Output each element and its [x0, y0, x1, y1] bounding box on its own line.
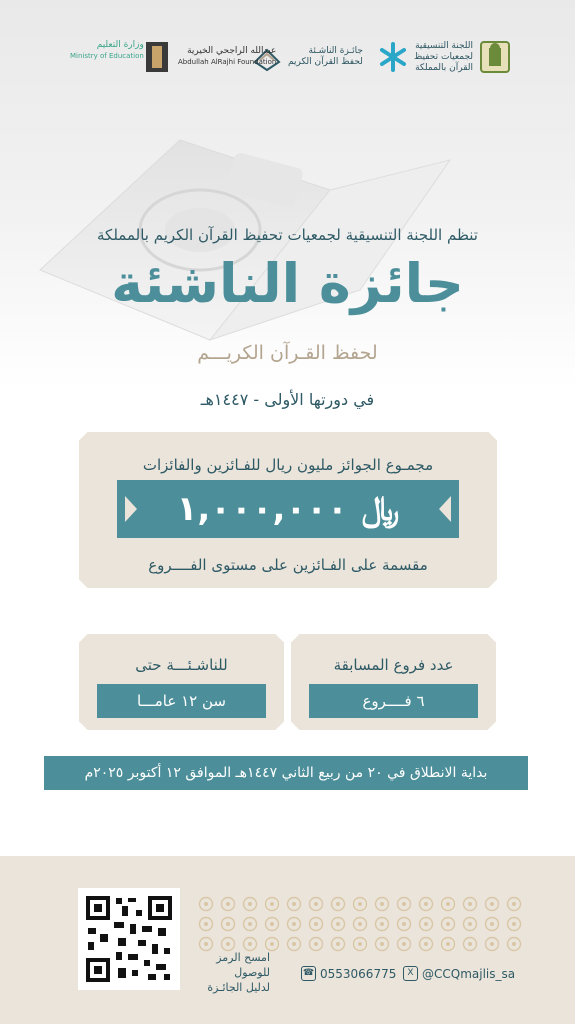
x-icon: X — [403, 966, 418, 981]
scan-instruction: امسح الرمز للوصول لدليل الجائـزة — [207, 951, 270, 994]
prize-distribution-label: مقسمة على الفـائزين على مستوى الفــــروع — [148, 556, 428, 574]
coordinating-committee-logo — [378, 40, 473, 74]
social-handle: @CCQmajlis_sa — [422, 966, 516, 981]
prize-card — [79, 432, 497, 588]
age-card — [79, 634, 284, 730]
foundation-emblem-icon — [142, 40, 172, 74]
prize-amount-banner — [117, 480, 459, 538]
award-subtitle: لحفظ القـرآن الكريـــم — [197, 342, 378, 364]
prize-amount-value: ١,٠٠٠,٠٠٠ — [176, 489, 348, 529]
phone-contact[interactable] — [301, 966, 396, 981]
alrajhi-foundation-logo — [142, 40, 276, 74]
decorative-pattern — [195, 894, 525, 956]
launch-date-ribbon — [44, 756, 528, 790]
education-logo-text: وزارة التعليم Ministry of Education — [70, 40, 144, 60]
organizer-intro: تنظم اللجنة التنسيقية لجمعيات تحفيظ القرآن الكريم بالمملكة — [97, 226, 478, 244]
phone-icon: ☎ — [301, 966, 316, 981]
branches-value: ٦ فــــروع — [309, 684, 478, 718]
award-logo-text: جائـزة الناشـئة لحفظ القرآن الكريم — [288, 46, 363, 67]
ministry-education-logo — [70, 40, 144, 62]
hero-background — [0, 0, 575, 390]
phone-number: 0553066775 — [320, 966, 397, 981]
riyal-icon: ﷼ — [361, 489, 400, 529]
age-label: للناشـئـــة حتى — [135, 656, 228, 674]
age-value: سن ١٢ عامـــا — [97, 684, 266, 718]
asterisk-icon — [378, 40, 408, 74]
foundation-logo-text: عبدالله الراجحي الخيرية Abdullah AlRajhi Foundation — [178, 46, 277, 66]
launch-date-text: بداية الانطلاق في ٢٠ من ربيع الثاني ١٤٤٧هـ الموافق ١٢ أكتوبر ٢٠٢٥م — [84, 765, 488, 781]
partner-logos — [0, 40, 575, 100]
social-contact[interactable] — [403, 966, 515, 981]
committee-logo-text: اللجنة التنسيقية لجمعيات تحفيظ القرآن بالمملكة — [414, 40, 474, 73]
qr-code-icon — [78, 888, 180, 990]
ministry-islamic-affairs-logo — [480, 40, 510, 74]
branches-card — [291, 634, 496, 730]
edition-text: في دورتها الأولى - ١٤٤٧هـ — [200, 390, 375, 409]
award-title: جائزة الناشئة — [111, 252, 464, 315]
branches-label: عدد فروع المسابقة — [333, 656, 454, 674]
qr-code[interactable] — [78, 888, 180, 990]
prize-total-label: مجمـوع الجوائز مليون ريال للفـائزين والفائزات — [142, 456, 434, 474]
ministry-emblem-icon — [480, 40, 510, 74]
